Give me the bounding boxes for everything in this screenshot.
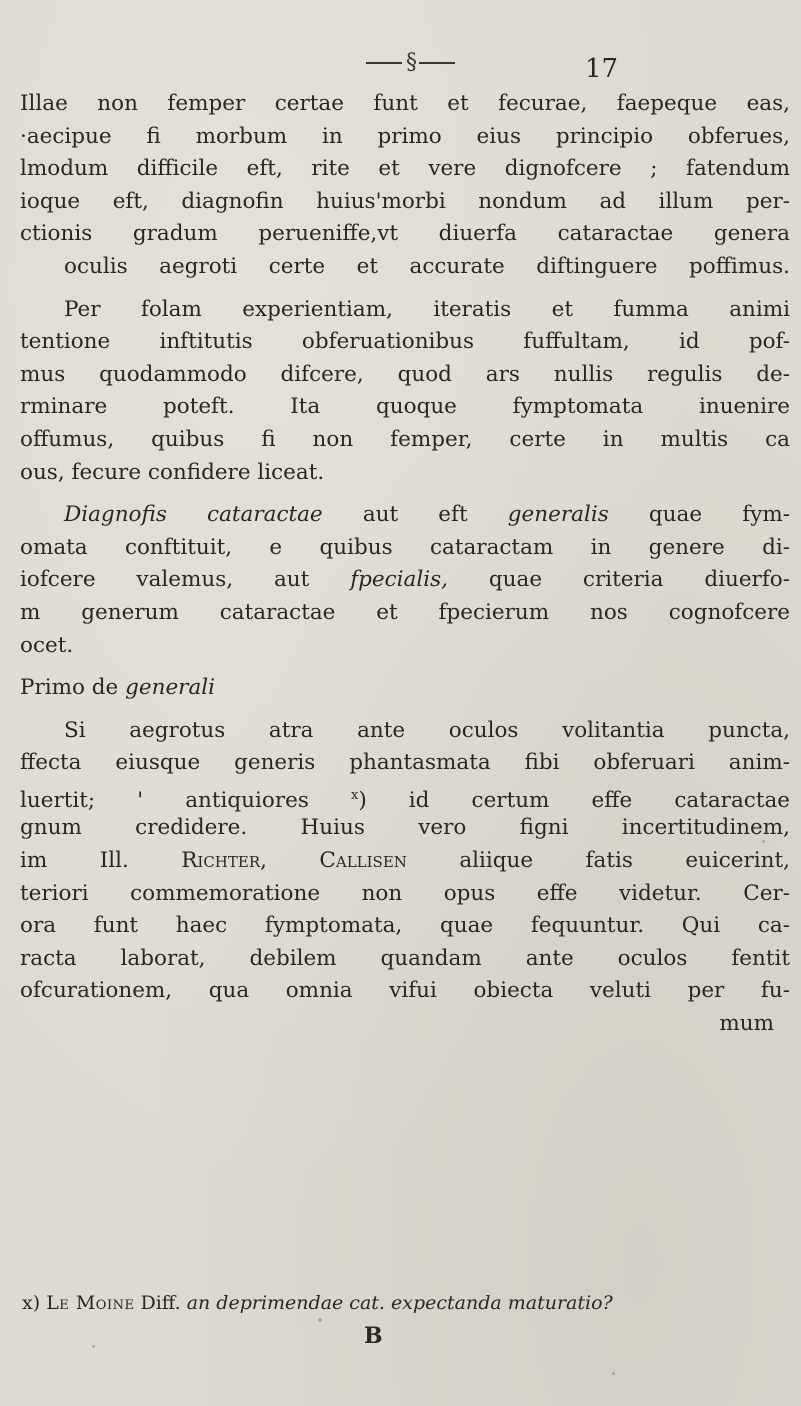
paragraph-3 (20, 499, 790, 662)
author-richter: Richter (181, 848, 261, 874)
text-line: offumus, quibus fi non femper, certe in multis ca (20, 426, 790, 452)
text-span: aliique fatis euicerint, (406, 848, 790, 874)
paper-speck (92, 1345, 95, 1348)
paragraph-gap (20, 489, 790, 499)
text-line: ffecta eiusque generis phantasmata fibi obferuari anim- (20, 750, 790, 776)
text-line: ioque eft, diagnofin huius'morbi nondum ad illum per- (20, 188, 790, 214)
body-text (20, 88, 790, 1041)
text-line: gnum credidere. Huius vero figni incertitudinem, (20, 815, 790, 841)
text-line: Per folam experientiam, iteratis et fumma animi (64, 296, 790, 322)
text-line: ora funt haec fymptomata, quae fequuntur. Qui ca- (20, 913, 790, 939)
text-line (20, 499, 790, 532)
text-span: , (260, 848, 320, 874)
text-span: luertit; ' antiquiores (20, 788, 351, 813)
text-span: ) id certum effe cataractae (358, 788, 790, 813)
paragraph-gap (20, 284, 790, 294)
signature-mark: B (364, 1323, 383, 1349)
footnote (22, 1292, 798, 1314)
text-line: ocet. (20, 632, 74, 658)
text-line: lmodum difficile eft, rite et vere dignofcere ; fatendum (20, 156, 790, 182)
text-line: ·aecipue fi morbum in primo eius principio obferues, (20, 123, 790, 149)
ornament-glyph: § (406, 50, 415, 75)
text-line (20, 564, 790, 597)
paper-speck (612, 1372, 615, 1375)
text-line: tentione inftitutis obferuationibus fuffultam, id pof- (20, 329, 790, 355)
text-line (20, 780, 790, 813)
text-span: quae fym- (608, 502, 790, 528)
section-heading (20, 672, 790, 705)
text-line (20, 845, 790, 878)
paper-speck (318, 1318, 322, 1322)
text-line: ofcurationem, qua omnia vifui obiecta veluti per fu- (20, 978, 790, 1004)
paper-speck (762, 840, 765, 843)
footnote-title: an deprimendae cat. expectanda maturatio? (186, 1292, 613, 1314)
paragraph-2 (20, 294, 790, 490)
ornament-rule-right (419, 62, 455, 64)
term-generalis: generalis (507, 502, 609, 528)
text-span: im Ill. (20, 848, 182, 874)
text-span: iofcere valemus, aut (20, 567, 351, 593)
text-line: rminare poteft. Ita quoque fymptomata inuenire (20, 394, 790, 420)
text-line: ous, fecure confidere liceat. (20, 459, 325, 485)
term-diagnosis: Diagnofis cataractae (64, 502, 323, 528)
text-line: oculis aegroti certe et accurate diftinguere poffimus. (64, 253, 790, 279)
text-line: ctionis gradum perueniffe,vt diuerfa cataractae genera (20, 221, 790, 247)
text-line: m generum cataractae et fpecierum nos cognofcere (20, 599, 790, 625)
text-line: teriori commemoratione non opus effe videtur. Cer- (20, 880, 790, 906)
header-ornament (362, 50, 459, 75)
text-span: aut eft (322, 502, 508, 528)
paragraph-gap (20, 705, 790, 715)
text-line: mus quodammodo difcere, quod ars nullis regulis de- (20, 361, 790, 387)
paragraph-1 (20, 88, 790, 284)
heading-prefix: Primo de (20, 675, 126, 701)
text-span: quae criteria diuerfo- (448, 567, 790, 593)
text-line: Si aegrotus atra ante oculos volitantia puncta, (64, 717, 790, 743)
text-line: racta laborat, debilem quandam ante oculos fentit (20, 945, 790, 971)
paragraph-4 (20, 715, 790, 1041)
text-line: omata conftituit, e quibus cataractam in genere di- (20, 534, 790, 560)
catchword: mum (719, 1011, 774, 1037)
page-number: 17 (585, 54, 619, 84)
footnote-reference: x (350, 787, 359, 803)
paragraph-gap (20, 662, 790, 672)
footnote-author: Le Moine (46, 1292, 135, 1314)
ornament-rule-left (366, 62, 402, 64)
term-specialis: fpecialis, (350, 567, 448, 593)
footnote-text: Diff. (134, 1292, 187, 1314)
heading-term: generali (125, 675, 216, 701)
footnote-marker: x) (22, 1292, 41, 1314)
author-callisen: Callisen (319, 848, 407, 874)
text-line: Illae non femper certae funt et fecurae, faepeque eas, (20, 91, 790, 116)
